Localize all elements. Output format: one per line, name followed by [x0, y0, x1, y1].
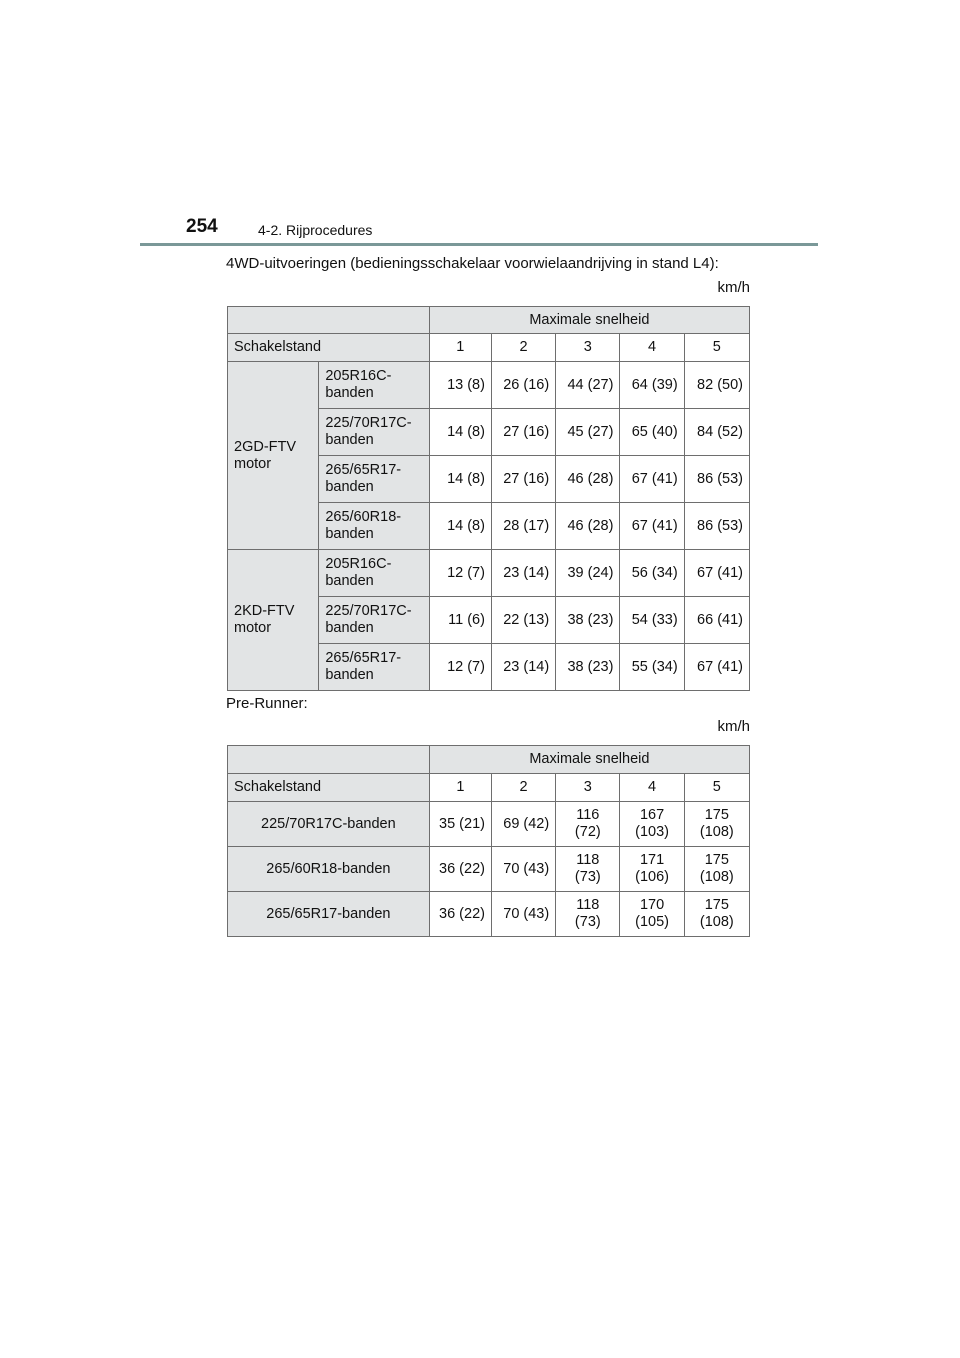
- unit-label-2: km/h: [717, 718, 750, 735]
- speed-value: 70 (43): [491, 847, 555, 892]
- gear-2: 2: [491, 774, 555, 802]
- speed-value: 84 (52): [684, 409, 749, 456]
- engine-label: 2KD-FTV motor: [228, 550, 319, 691]
- tire-size: 205R16C-banden: [319, 550, 429, 597]
- table-row: [228, 802, 750, 847]
- speed-value: 86 (53): [684, 456, 749, 503]
- speed-value: 54 (33): [620, 597, 684, 644]
- speed-value: 26 (16): [491, 362, 555, 409]
- speed-value: 170 (105): [620, 892, 684, 937]
- table-row: [228, 847, 750, 892]
- table-header-row: [228, 307, 750, 334]
- speed-value: 118 (73): [556, 847, 620, 892]
- speed-value: 46 (28): [556, 503, 620, 550]
- speed-value: 38 (23): [556, 644, 620, 691]
- table-header-row: [228, 746, 750, 774]
- speed-value: 67 (41): [620, 456, 684, 503]
- speed-value: 23 (14): [491, 644, 555, 691]
- speed-value: 175 (108): [684, 802, 749, 847]
- gear-5: 5: [684, 334, 749, 362]
- tire-size: 265/60R18-banden: [228, 847, 430, 892]
- speed-value: 14 (8): [429, 456, 491, 503]
- speed-value: 35 (21): [429, 802, 491, 847]
- header-divider: [140, 243, 818, 246]
- table-row: [228, 550, 750, 597]
- speed-value: 28 (17): [491, 503, 555, 550]
- speed-value: 38 (23): [556, 597, 620, 644]
- max-speed-header: Maximale snelheid: [429, 746, 749, 774]
- gear-1: 1: [429, 774, 491, 802]
- speed-value: 23 (14): [491, 550, 555, 597]
- speed-value: 44 (27): [556, 362, 620, 409]
- gear-4: 4: [620, 774, 684, 802]
- max-speed-header: Maximale snelheid: [429, 307, 749, 334]
- tire-size: 225/70R17C-banden: [319, 597, 429, 644]
- speed-value: 175 (108): [684, 847, 749, 892]
- speed-value: 12 (7): [429, 550, 491, 597]
- tire-size: 225/70R17C-banden: [228, 802, 430, 847]
- gear-4: 4: [620, 334, 684, 362]
- speed-value: 167 (103): [620, 802, 684, 847]
- speed-value: 27 (16): [491, 409, 555, 456]
- intro-text: 4WD-uitvoeringen (bedieningsschakelaar voorwielaandrijving in stand L4):: [226, 255, 719, 272]
- gear-2: 2: [491, 334, 555, 362]
- gear-row: [228, 334, 750, 362]
- gear-3: 3: [556, 334, 620, 362]
- speed-value: 27 (16): [491, 456, 555, 503]
- speed-value: 70 (43): [491, 892, 555, 937]
- tire-size: 205R16C-banden: [319, 362, 429, 409]
- tire-size: 265/65R17-banden: [319, 456, 429, 503]
- engine-label: 2GD-FTV motor: [228, 362, 319, 550]
- speed-value: 67 (41): [684, 550, 749, 597]
- unit-label-1: km/h: [717, 279, 750, 296]
- speed-value: 22 (13): [491, 597, 555, 644]
- gear-row: [228, 774, 750, 802]
- speed-value: 36 (22): [429, 847, 491, 892]
- table-row: [228, 362, 750, 409]
- speed-value: 69 (42): [491, 802, 555, 847]
- speed-value: 118 (73): [556, 892, 620, 937]
- tire-size: 265/65R17-banden: [228, 892, 430, 937]
- speed-value: 46 (28): [556, 456, 620, 503]
- speed-value: 116 (72): [556, 802, 620, 847]
- gear-5: 5: [684, 774, 749, 802]
- speed-value: 86 (53): [684, 503, 749, 550]
- gear-label: Schakelstand: [228, 334, 430, 362]
- speed-value: 45 (27): [556, 409, 620, 456]
- gear-label: Schakelstand: [228, 774, 430, 802]
- speed-value: 12 (7): [429, 644, 491, 691]
- tire-size: 225/70R17C-banden: [319, 409, 429, 456]
- speed-value: 67 (41): [684, 644, 749, 691]
- speed-value: 66 (41): [684, 597, 749, 644]
- section-title: 4-2. Rijprocedures: [258, 222, 373, 238]
- tire-size: 265/65R17-banden: [319, 644, 429, 691]
- speed-value: 65 (40): [620, 409, 684, 456]
- speed-value: 56 (34): [620, 550, 684, 597]
- gear-3: 3: [556, 774, 620, 802]
- speed-value: 171 (106): [620, 847, 684, 892]
- speed-table-pre-runner: [227, 745, 750, 937]
- speed-value: 64 (39): [620, 362, 684, 409]
- speed-table-4wd: [227, 306, 750, 691]
- speed-value: 67 (41): [620, 503, 684, 550]
- tire-size: 265/60R18-banden: [319, 503, 429, 550]
- pre-runner-label: Pre-Runner:: [226, 695, 308, 712]
- speed-value: 14 (8): [429, 409, 491, 456]
- speed-value: 13 (8): [429, 362, 491, 409]
- speed-value: 175 (108): [684, 892, 749, 937]
- page-number: 254: [186, 216, 218, 237]
- speed-value: 55 (34): [620, 644, 684, 691]
- corner-cell: [228, 307, 430, 334]
- speed-value: 36 (22): [429, 892, 491, 937]
- speed-value: 11 (6): [429, 597, 491, 644]
- corner-cell: [228, 746, 430, 774]
- speed-value: 39 (24): [556, 550, 620, 597]
- speed-value: 82 (50): [684, 362, 749, 409]
- speed-value: 14 (8): [429, 503, 491, 550]
- table-row: [228, 892, 750, 937]
- gear-1: 1: [429, 334, 491, 362]
